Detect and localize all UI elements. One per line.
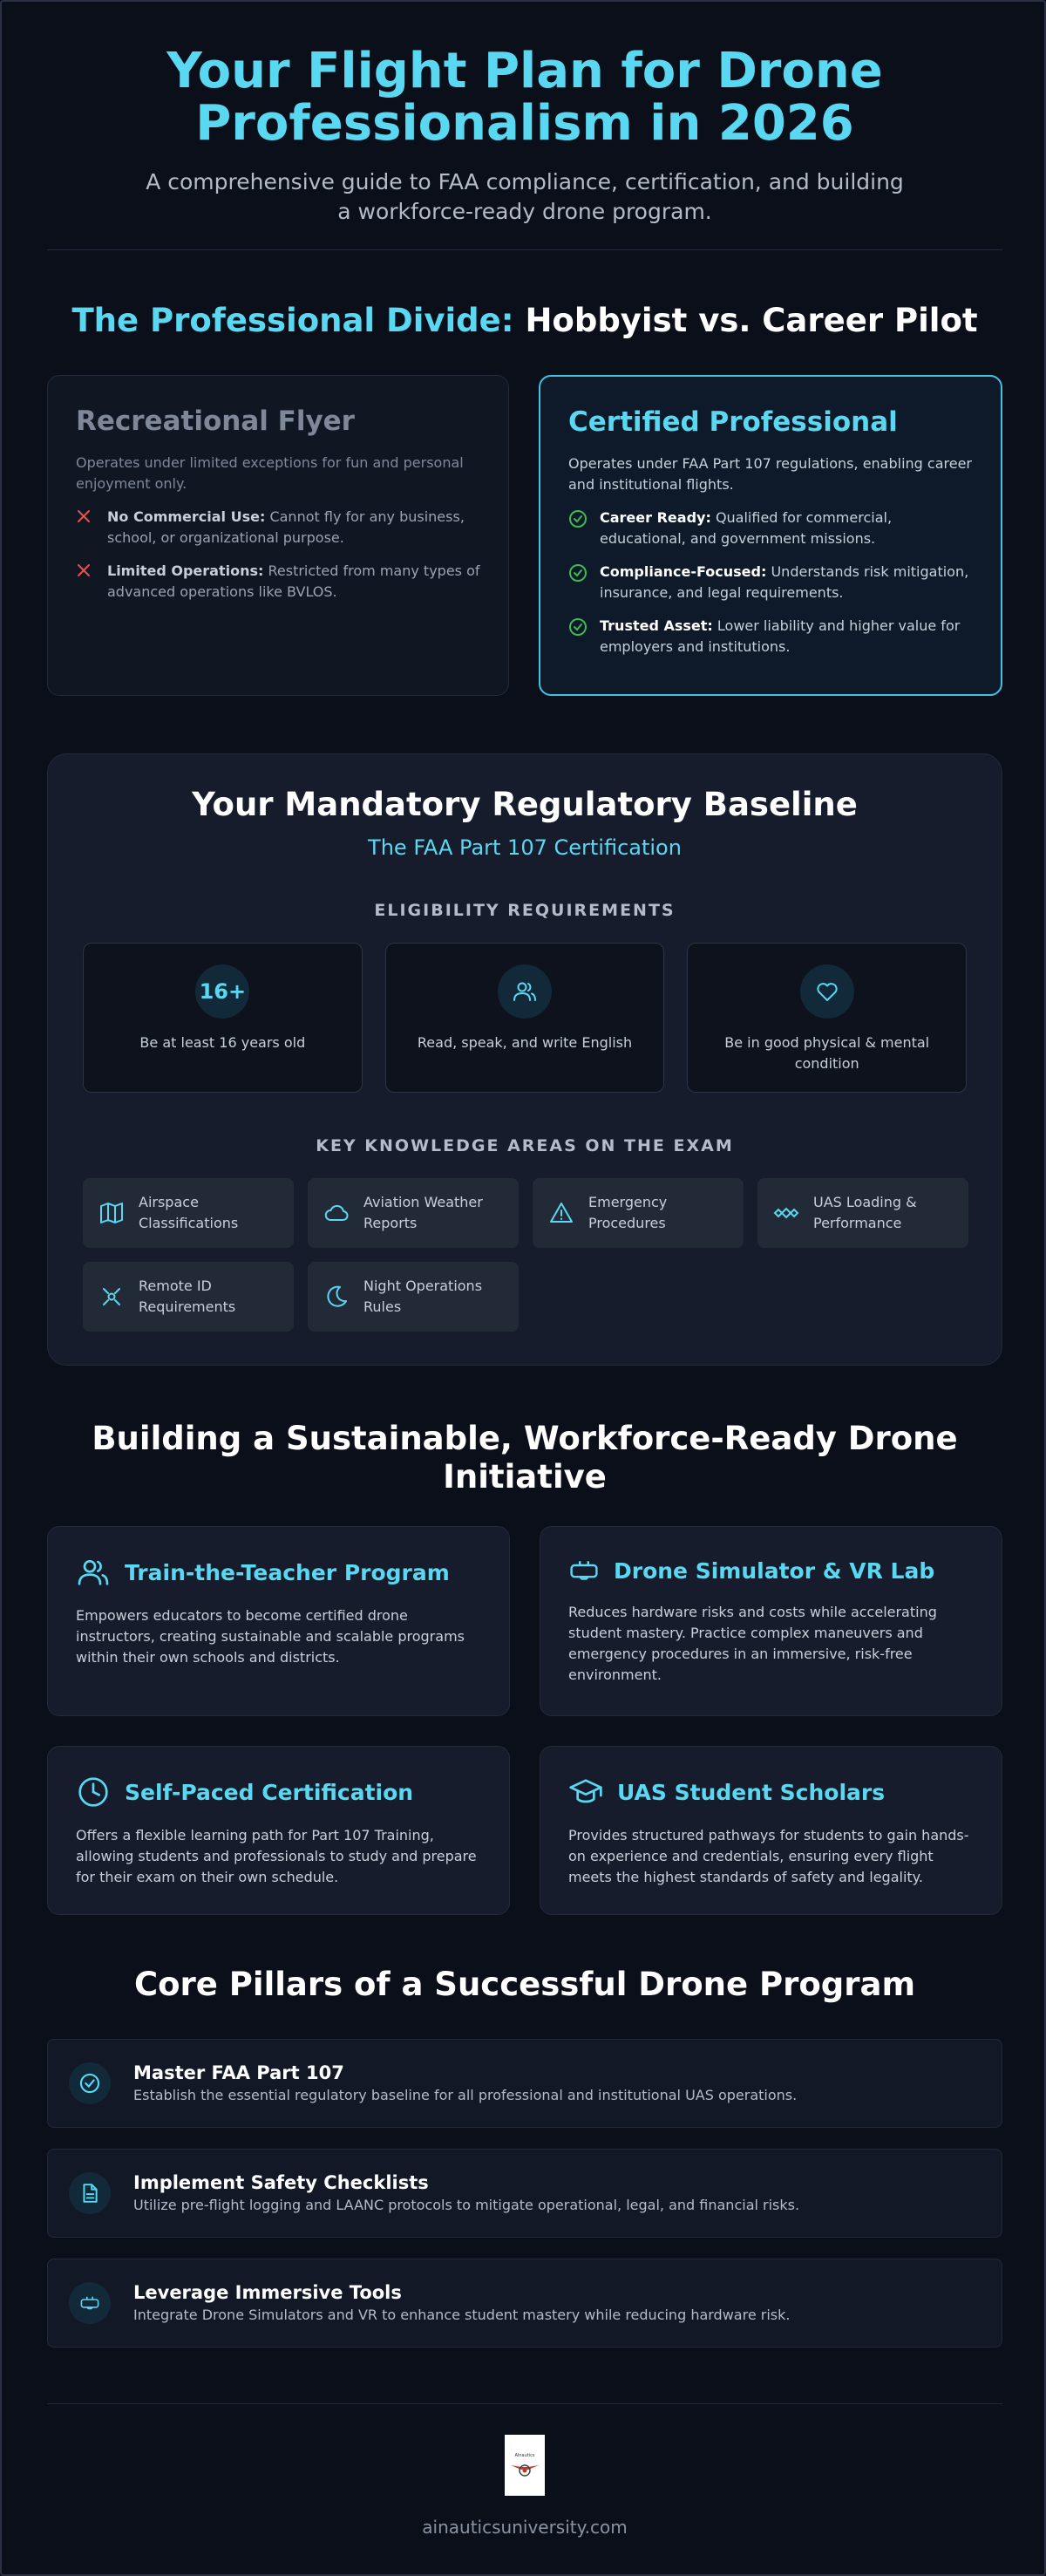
initiative-card-title: Self-Paced Certification: [125, 1779, 414, 1805]
knowledge-item: Night Operations Rules: [308, 1262, 519, 1332]
knowledge-item: Airspace Classifications: [83, 1178, 294, 1248]
divide-cards: [47, 375, 1002, 696]
pillar-title: Implement Safety Checklists: [133, 2172, 429, 2193]
initiative-cards: [47, 1526, 1002, 1915]
knowledge-item: UAS Loading & Performance: [757, 1178, 968, 1248]
eligibility-card: Read, speak, and write English: [385, 943, 665, 1093]
satellite-icon: [98, 1284, 125, 1310]
divide-title-rest: Hobbyist vs. Career Pilot: [525, 302, 978, 339]
initiative-card-title: Drone Simulator & VR Lab: [614, 1557, 935, 1584]
pillar-text: Establish the essential regulatory baseline for all professional and institutional UAS operations.: [133, 2087, 798, 2103]
infinity-icon: [773, 1200, 799, 1226]
users-icon: [76, 1555, 111, 1590]
pillar-item: [47, 2149, 1002, 2238]
university-logo: AInautics: [505, 2435, 545, 2496]
eligibility-list: [83, 943, 967, 1093]
age-badge: 16+: [195, 964, 249, 1019]
cloud-icon: [323, 1200, 350, 1226]
warning-icon: [548, 1200, 574, 1226]
recreational-item: No Commercial Use: Cannot fly for any business, school, or organizational purpose.: [76, 507, 480, 549]
x-icon: [76, 507, 107, 549]
divide-section-title: [47, 302, 1002, 340]
website-url[interactable]: ainauticsuniversity.com: [422, 2517, 628, 2538]
vr-headset-icon: [568, 1555, 600, 1586]
pillar-item: [47, 2259, 1002, 2348]
footer: [47, 2435, 1002, 2538]
heart-icon: [800, 964, 854, 1019]
baseline-panel: [47, 753, 1002, 1366]
check-circle-icon: [568, 616, 600, 658]
divide-title-accent: The Professional Divide:: [71, 302, 514, 339]
page-subtitle: A comprehensive guide to FAA compliance, certification, and building a workforce-ready drone program.: [146, 169, 904, 224]
check-circle-icon: [568, 508, 600, 549]
pillar-text: Utilize pre-flight logging and LAANC protocols to mitigate operational, legal, and financial risks.: [133, 2197, 800, 2213]
knowledge-item: Remote ID Requirements: [83, 1262, 294, 1332]
professional-item: Compliance-Focused: Understands risk mitigation, insurance, and legal requirements.: [568, 562, 973, 603]
eligibility-card: 16+ Be at least 16 years old: [83, 943, 363, 1093]
professional-item: Career Ready: Qualified for commercial, educational, and government missions.: [568, 508, 973, 549]
recreational-card: [47, 375, 509, 696]
graduation-cap-icon: [568, 1775, 603, 1809]
check-circle-icon: [568, 562, 600, 603]
initiative-card: Self-Paced Certification Offers a flexible learning path for Part 107 Training, allowing students and professionals to study and prepare for their exam on their own schedule.: [47, 1746, 510, 1915]
initiative-card: UAS Student Scholars Provides structured pathways for students to gain hands-on experience and credentials, ensuring every flight meets the highest standards of safety and legality.: [540, 1746, 1002, 1915]
page-title: Your Flight Plan for Drone Professionalism in 2026: [166, 43, 883, 152]
pillars-section-title: Core Pillars of a Successful Drone Program: [133, 1966, 916, 2003]
check-circle-icon: [69, 2062, 111, 2104]
pillar-item: [47, 2039, 1002, 2128]
pillar-title: Leverage Immersive Tools: [133, 2282, 402, 2303]
knowledge-item: Emergency Procedures: [533, 1178, 744, 1248]
vr-headset-icon: [69, 2282, 111, 2324]
professional-title: Certified Professional: [568, 406, 898, 438]
knowledge-label: KEY KNOWLEDGE AREAS ON THE EXAM: [316, 1136, 734, 1155]
map-icon: [98, 1200, 125, 1226]
moon-icon: [323, 1284, 350, 1310]
initiative-card: Train-the-Teacher Program Empowers educators to become certified drone instructors, creating sustainable and scalable programs within their own schools and districts.: [47, 1526, 510, 1716]
recreational-title: Recreational Flyer: [76, 405, 355, 437]
pillars-list: [47, 2039, 1002, 2368]
divider: [47, 249, 1002, 250]
professional-card: [539, 375, 1002, 696]
initiative-card-title: UAS Student Scholars: [617, 1779, 886, 1805]
professional-desc: Operates under FAA Part 107 regulations, enabling career and institutional flights.: [568, 455, 972, 493]
baseline-title: Your Mandatory Regulatory Baseline: [192, 786, 858, 823]
recreational-desc: Operates under limited exceptions for fun and personal enjoyment only.: [76, 454, 464, 492]
initiative-card: Drone Simulator & VR Lab Reduces hardware risks and costs while accelerating student mastery. Practice complex maneuvers and emergency procedures in an immersive, risk-free environment.: [540, 1526, 1002, 1716]
eligibility-card: Be in good physical & mental condition: [687, 943, 967, 1093]
hero-header: [47, 45, 1002, 227]
initiative-section-title: Building a Sustainable, Workforce-Ready Drone Initiative: [92, 1420, 958, 1496]
document-icon: [69, 2172, 111, 2214]
pillar-text: Integrate Drone Simulators and VR to enhance student mastery while reducing hardware risk.: [133, 2307, 791, 2323]
users-icon: [498, 964, 552, 1019]
baseline-subtitle: The FAA Part 107 Certification: [368, 835, 682, 860]
eligibility-label: ELIGIBILITY REQUIREMENTS: [374, 901, 676, 920]
divider: [47, 2403, 1002, 2404]
knowledge-grid: [83, 1178, 967, 1332]
x-icon: [76, 561, 107, 603]
recreational-item: Limited Operations: Restricted from many types of advanced operations like BVLOS.: [76, 561, 480, 603]
pillar-title: Master FAA Part 107: [133, 2062, 344, 2083]
clock-icon: [76, 1775, 111, 1809]
professional-item: Trusted Asset: Lower liability and higher value for employers and institutions.: [568, 616, 973, 658]
knowledge-item: Aviation Weather Reports: [308, 1178, 519, 1248]
initiative-card-title: Train-the-Teacher Program: [125, 1559, 450, 1585]
